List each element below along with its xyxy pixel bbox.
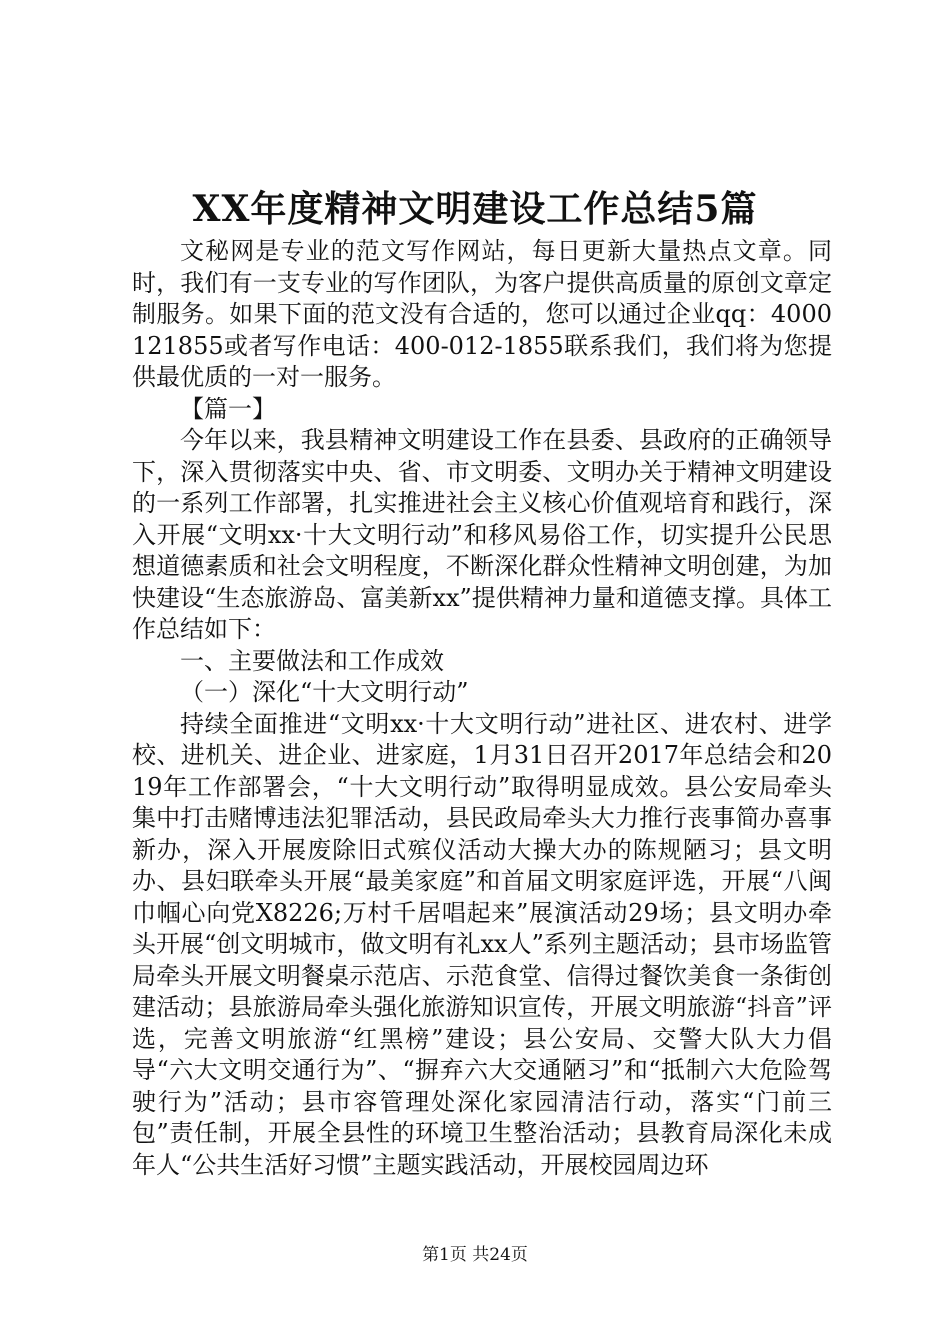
- page-number-footer: 第1页 共24页: [422, 1245, 528, 1265]
- section-heading-part-one: 【篇一】: [180, 394, 276, 423]
- document-title: XX年度精神文明建设工作总结5篇: [192, 188, 758, 230]
- detail-paragraph: 持续全面推进“文明xx·十大文明行动”进社区、进农村、进学校、进机关、进企业、进家庭，1月31日召开2017年总结会和2019年工作部署会，“十大文明行动”取得明显成效。县公安局牵头集中打击赌博违法犯罪活动，县民政局牵头大力推行丧事简办喜事新办，深入开展废除旧式殡仪活动大操大办的陈规陋习；县文明办、县妇联牵头开展“最美家庭”和首届文明家庭评选，开展“八闽巾帼心向党X8226;万村千居唱起来”展演活动29场；县文明办牵头开展“创文明城市，做文明有礼xx人”系列主题活动；县市场监管局牵头开展文明餐桌示范店、示范食堂、信得过餐饮美食一条街创建活动；县旅游局牵头强化旅游知识宣传，开展文明旅游“抖音”评选，完善文明旅游“红黑榜”建设；县公安局、交警大队大力倡导“六大文明交通行为”、“摒弃六大交通陋习”和“抵制六大危险驾驶行为”活动；县市容管理处深化家园清洁行动，落实“门前三包”责任制，开展全县性的环境卫生整治活动；县教育局深化未成年人“公共生活好习惯”主题实践活动，开展校园周边环: [132, 709, 832, 1179]
- heading-main-practices: 一、主要做法和工作成效: [180, 646, 444, 675]
- summary-paragraph: 今年以来，我县精神文明建设工作在县委、县政府的正确领导下，深入贯彻落实中央、省、市文明委、文明办关于精神文明建设的一系列工作部署，扎实推进社会主义核心价值观培育和践行，深入开展“文明xx·十大文明行动”和移风易俗工作，切实提升公民思想道德素质和社会文明程度，不断深化群众性精神文明创建，为加快建设“生态旅游岛、富美新xx”提供精神力量和道德支撑。具体工作总结如下：: [132, 426, 832, 643]
- document-body: [132, 236, 832, 1181]
- subheading-ten-actions: （一）深化“十大文明行动”: [180, 678, 469, 706]
- intro-paragraph: 文秘网是专业的范文写作网站，每日更新大量热点文章。同时，我们有一支专业的写作团队，为客户提供高质量的原创文章定制服务。如果下面的范文没有合适的，您可以通过企业qq：4000121855或者写作电话：400-012-1855联系我们，我们将为您提供最优质的一对一服务。: [132, 237, 832, 391]
